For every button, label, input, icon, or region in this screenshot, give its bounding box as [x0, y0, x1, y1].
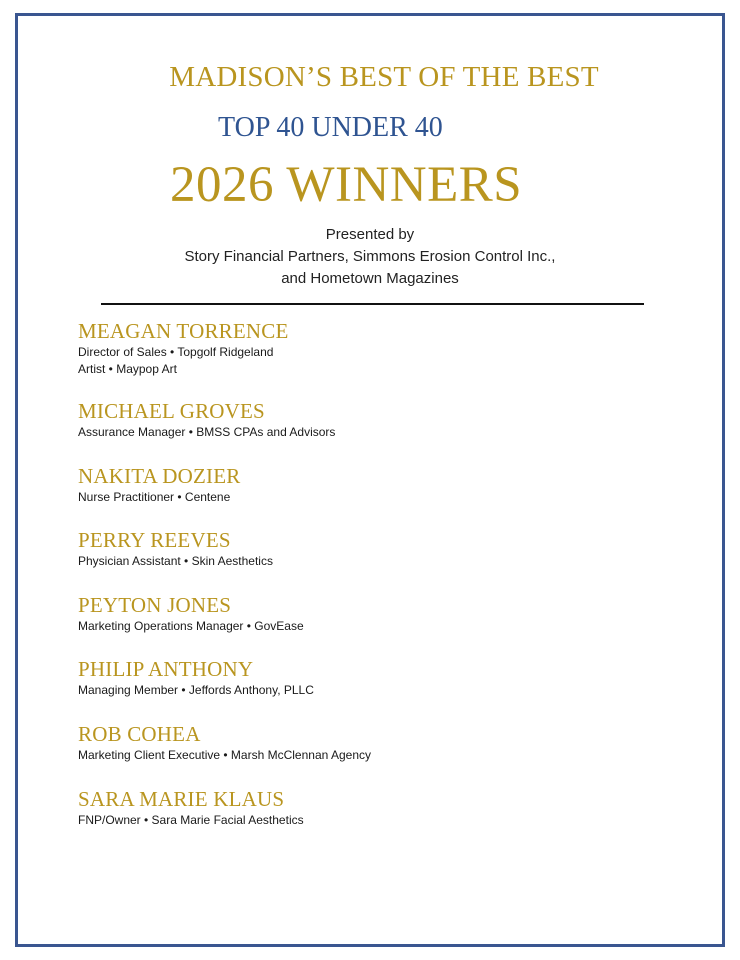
winner-role: Marketing Client Executive • Marsh McClennan Agency — [78, 747, 371, 762]
winner-name: MEAGAN TORRENCE — [78, 319, 289, 343]
winner-entry — [78, 593, 698, 658]
winner-entry — [78, 464, 698, 529]
presented-by-sponsors: Story Financial Partners, Simmons Erosion Control Inc., — [184, 248, 556, 265]
document-page — [15, 13, 725, 947]
winner-name: NAKITA DOZIER — [78, 463, 241, 488]
winner-name: PHILIP ANTHONY — [78, 657, 254, 682]
winner-entry — [78, 319, 698, 399]
winner-role-secondary: Artist • Maypop Art — [78, 362, 177, 376]
header-title-line2: TOP 40 UNDER 40 — [218, 112, 443, 143]
winner-role: Director of Sales • Topgolf Ridgeland — [78, 345, 274, 359]
winner-role: Assurance Manager • BMSS CPAs and Advisors — [78, 425, 336, 439]
winner-entry — [78, 399, 698, 464]
winner-name: SARA MARIE KLAUS — [78, 786, 285, 811]
winner-entry — [78, 528, 698, 593]
winner-name: ROB COHEA — [78, 721, 201, 746]
presented-by-sponsors-cont: and Hometown Magazines — [281, 270, 459, 287]
header-title-line1: MADISON’S BEST OF THE BEST — [169, 61, 599, 93]
header-title-line3: 2026 WINNERS — [170, 157, 523, 213]
winner-name: MICHAEL GROVES — [78, 399, 265, 423]
winners-list — [78, 319, 698, 851]
winner-entry — [78, 787, 698, 852]
winner-role: Marketing Operations Manager • GovEase — [78, 618, 304, 633]
winner-entry — [78, 722, 698, 787]
winner-name: PEYTON JONES — [78, 592, 232, 617]
presented-by-label: Presented by — [325, 226, 415, 243]
presented-by-block — [18, 224, 722, 290]
divider-line — [101, 303, 644, 305]
winner-role: Physician Assistant • Skin Aesthetics — [78, 554, 273, 569]
winner-role: Managing Member • Jeffords Anthony, PLLC — [78, 683, 314, 698]
winner-role: Nurse Practitioner • Centene — [78, 489, 231, 504]
winner-entry — [78, 657, 698, 722]
winner-role: FNP/Owner • Sara Marie Facial Aesthetics — [78, 812, 304, 827]
winner-name: PERRY REEVES — [78, 528, 231, 553]
